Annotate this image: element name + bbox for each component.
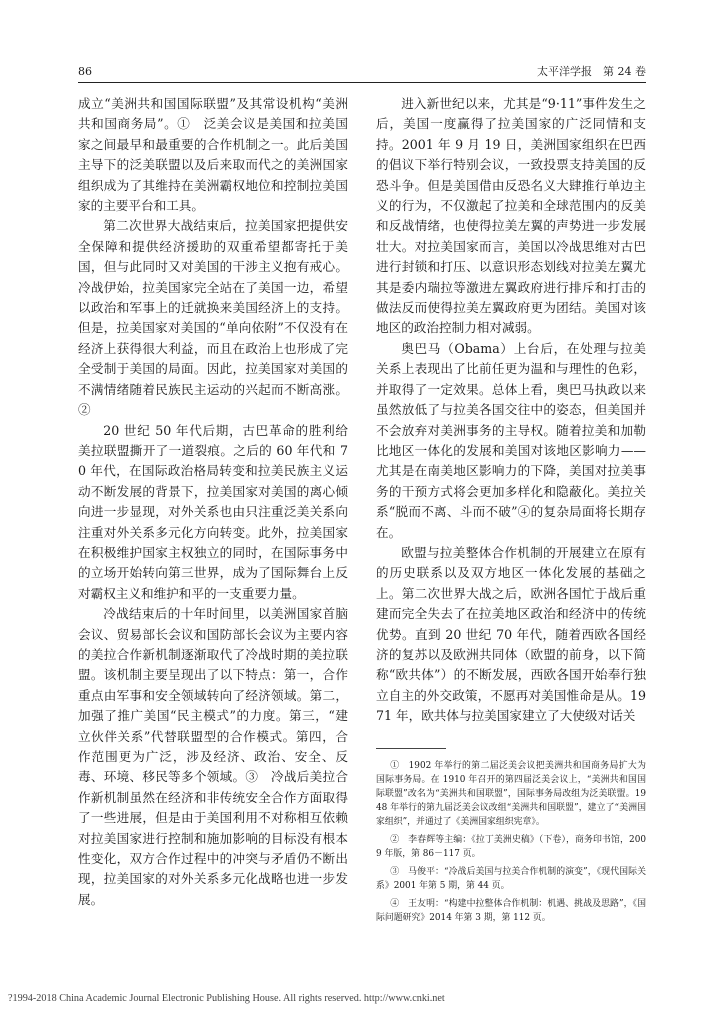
footnote: ① 1902 年举行的第二届泛美会议把美洲共和国商务局扩大为国际事务局。在 1910 年召开的第四届泛美会议上，“美洲共和国国际联盟”改名为“美洲共和国联盟”，国际事务局改组为泛美联盟。1948 年举行的第九届泛美会议改组“美洲共和国联盟”，建立了“美洲国家组织”，并通过了《美洲国家组织宪章》。 [376, 761, 646, 827]
journal-title: 太平洋学报 第 24 卷 [537, 65, 646, 78]
footnote-rule [376, 748, 446, 749]
body-paragraph: 欧盟与拉美整体合作机制的开展建立在原有的历史联系以及双方地区一体化发展的基础之上。第二次世界大战之后，欧洲各国忙于战后重建而完全失去了在拉美地区政治和经济中的传统优势。直到 20 世纪 70 年代，随着西欧各国经济的复苏以及欧洲共同体（欧盟的前身，以下简称“欧共体”）的不断发展，西欧各国开始奉行独立自主的外交政策，不愿再对美国惟命是从。1971 年，欧共体与拉美国家建立了大使级对话关 [376, 544, 646, 724]
header-rule [78, 82, 646, 83]
footnotes [376, 748, 646, 929]
right-column [376, 94, 646, 727]
footnote: ② 李春辉等主编：《拉丁美洲史稿》（下卷），商务印书馆，2009 年版，第 86－117 页。 [376, 835, 646, 859]
copyright-footer: ?1994-2018 China Academic Journal Electronic Publishing House. All rights reserved. http://www.cnki.net [8, 993, 445, 1004]
body-paragraph: 奥巴马（Obama）上台后，在处理与拉美关系上表现出了比前任更为温和与理性的色彩，并取得了一定效果。总体上看，奥巴马执政以来虽然放低了与拉美各国交往中的姿态，但美国并不会放弃对美洲事务的主导权。随着拉美和加勒比地区一体化的发展和美国对该地区影响力——尤其是在南美地区影响力的下降，美国对拉美事务的干预方式将会更加多样化和隐蔽化。美拉关系“脱而不离、斗而不破”④的复杂局面将长期存在。 [376, 340, 646, 540]
footnote: ④ 王友明：“构建中拉整体合作机制：机遇、挑战及思路”，《国际问题研究》2014 年第 3 期，第 112 页。 [376, 899, 646, 923]
running-header [78, 64, 646, 80]
body-paragraph: 冷战结束后的十年时间里，以美洲国家首脑会议、贸易部长会议和国防部长会议为主要内容的美拉合作新机制逐渐取代了冷战时期的美拉联盟。该机制主要呈现出了以下特点：第一，合作重点由军事和安全领域转向了经济领域。第二，加强了推广美国“民主模式”的力度。第三，“建立伙伴关系”代替联盟型的合作模式。第四，合作范围更为广泛，涉及经济、政治、安全、反毒、环境、移民等多个领域。③ 冷战后美拉合作新机制虽然在经济和非传统安全合作方面取得了一些进展，但是由于美国利用不对称相互依赖对拉美国家进行控制和施加影响的目标没有根本性变化，双方合作过程中的冲突与矛盾仍不断出现，拉美国家的对外关系多元化战略也进一步发展。 [78, 606, 348, 907]
footnote: ③ 马俊平：“冷战后美国与拉美合作机制的演变”，《现代国际关系》2001 年第 5 期，第 44 页。 [376, 867, 646, 891]
body-paragraph: 进入新世纪以来，尤其是“9·11”事件发生之后，美国一度赢得了拉美国家的广泛同情和支持。2001 年 9 月 19 日，美洲国家组织在巴西的倡议下举行特别会议，一致投票支持美国的反恐斗争。但是美国借由反恐名义大肆推行单边主义的行为，不仅激起了拉美和全球范围内的反美和反战情绪，也使得拉美左翼的声势进一步发展壮大。对拉美国家而言，美国以冷战思维对古巴进行封锁和打压、以意识形态划线对拉美左翼尤其是委内瑞拉等激进左翼政府进行排斥和打击的做法反而使得拉美左翼政府更为团结。美国对该地区的政治控制力相对减弱。 [376, 96, 646, 336]
page-number: 86 [78, 65, 92, 78]
body-paragraph: 第二次世界大战结束后，拉美国家把提供安全保障和提供经济援助的双重希望都寄托于美国，但与此同时又对美国的干涉主义抱有戒心。冷战伊始，拉美国家完全站在了美国一边，希望以政治和军事上的迁就换来美国经济上的支持。但是，拉美国家对美国的“单向依附”不仅没有在经济上获得很大利益，而且在政治上也形成了完全受制于美国的局面。因此，拉美国家对美国的不满情绪随着民族民主运动的兴起而不断高涨。② [78, 218, 348, 418]
left-column [78, 94, 348, 910]
body-paragraph: 20 世纪 50 年代后期，古巴革命的胜利给美拉联盟撕开了一道裂痕。之后的 60 年代和 70 年代，在国际政治格局转变和拉美民族主义运动不断发展的背景下，拉美国家对美国的离心倾向进一步显现，对外关系也由只注重泛美关系向注重对外关系多元化方向转变。此外，拉美国家在积极维护国家主权独立的同时，在国际事务中的立场开始转向第三世界，成为了国际舞台上反对霸权主义和维护和平的一支重要力量。 [78, 422, 348, 601]
body-paragraph: 成立“美洲共和国国际联盟”及其常设机构“美洲共和国商务局”。① 泛美会议是美国和拉美国家之间最早和最重要的合作机制之一。此后美国主导下的泛美联盟以及后来取而代之的美洲国家组织成为了其维持在美洲霸权地位和控制拉美国家的主要平台和工具。 [78, 96, 348, 214]
